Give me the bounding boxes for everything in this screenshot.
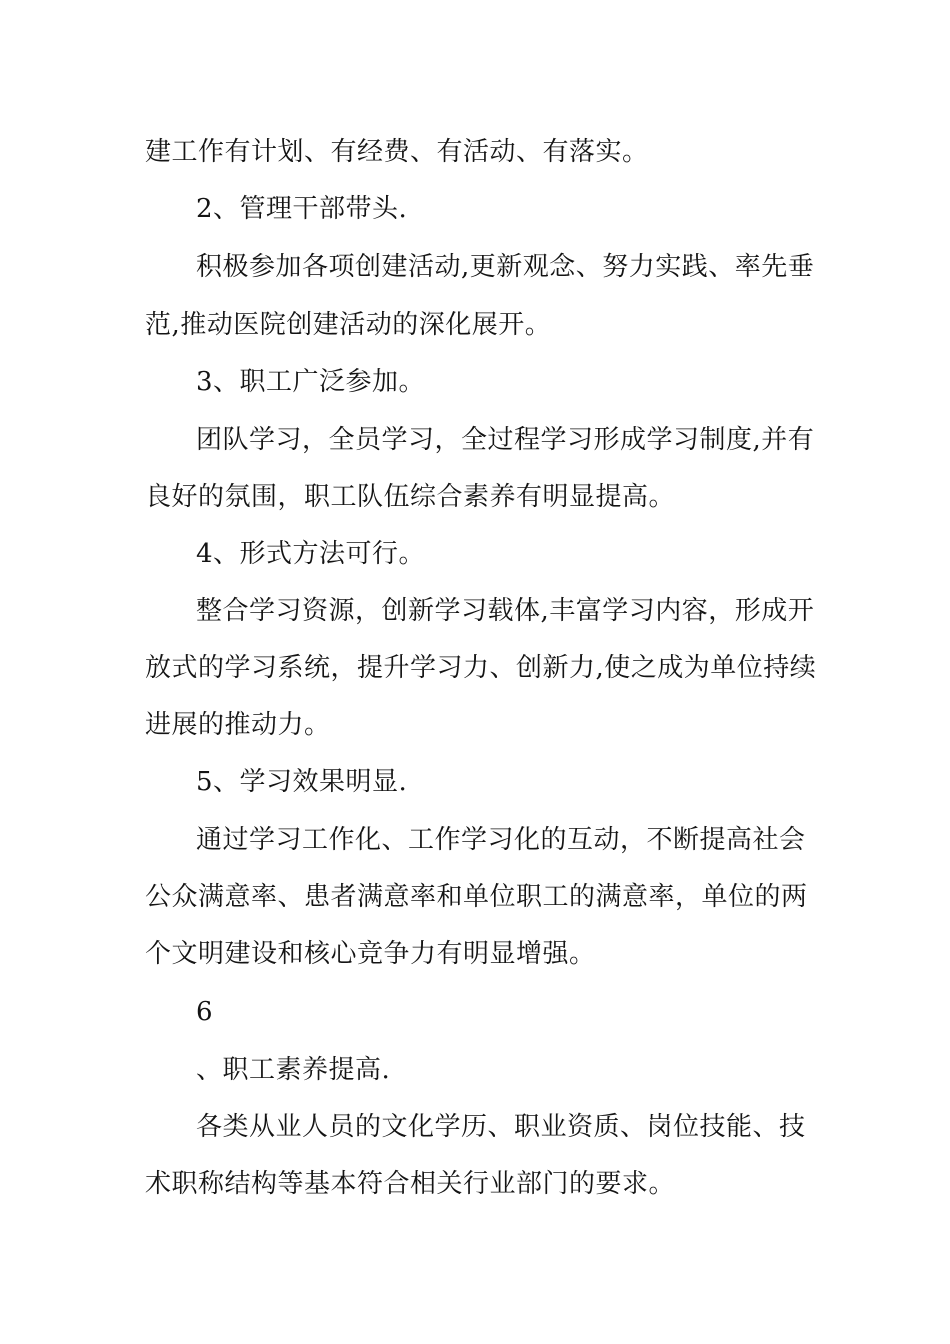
paragraph-line: 良好的氛围，职工队伍综合素养有明显提高。: [145, 482, 676, 512]
text-line: 建工作有计划、有经费、有活动、有落实。: [145, 137, 649, 167]
paragraph-line: 团队学习，全员学习，全过程学习形成学习制度,并有: [196, 425, 815, 455]
section-heading-2: 2、管理干部带头.: [196, 194, 408, 224]
paragraph-line: 进展的推动力。: [145, 710, 331, 740]
section-heading-3: 3、职工广泛参加。: [196, 367, 426, 397]
paragraph-line: 整合学习资源，创新学习载体,丰富学习内容，形成开: [196, 596, 815, 626]
paragraph-line: 各类从业人员的文化学历、职业资质、岗位技能、技: [196, 1112, 806, 1142]
paragraph-line: 放式的学习系统，提升学习力、创新力,使之成为单位持续: [145, 653, 817, 683]
section-number-6: 6: [196, 997, 214, 1027]
section-heading-4: 4、形式方法可行。: [196, 539, 426, 569]
section-heading-6: 、职工素养提高.: [196, 1055, 391, 1085]
paragraph-line: 通过学习工作化、工作学习化的互动，不断提高社会: [196, 825, 806, 855]
paragraph-line: 术职称结构等基本符合相关行业部门的要求。: [145, 1169, 676, 1199]
paragraph-line: 范,推动医院创建活动的深化展开。: [145, 310, 552, 340]
paragraph-line: 积极参加各项创建活动,更新观念、努力实践、率先垂: [196, 252, 815, 282]
paragraph-line: 公众满意率、患者满意率和单位职工的满意率，单位的两: [145, 882, 808, 912]
paragraph-line: 个文明建设和核心竞争力有明显增强。: [145, 939, 596, 969]
section-heading-5: 5、学习效果明显.: [196, 767, 408, 797]
